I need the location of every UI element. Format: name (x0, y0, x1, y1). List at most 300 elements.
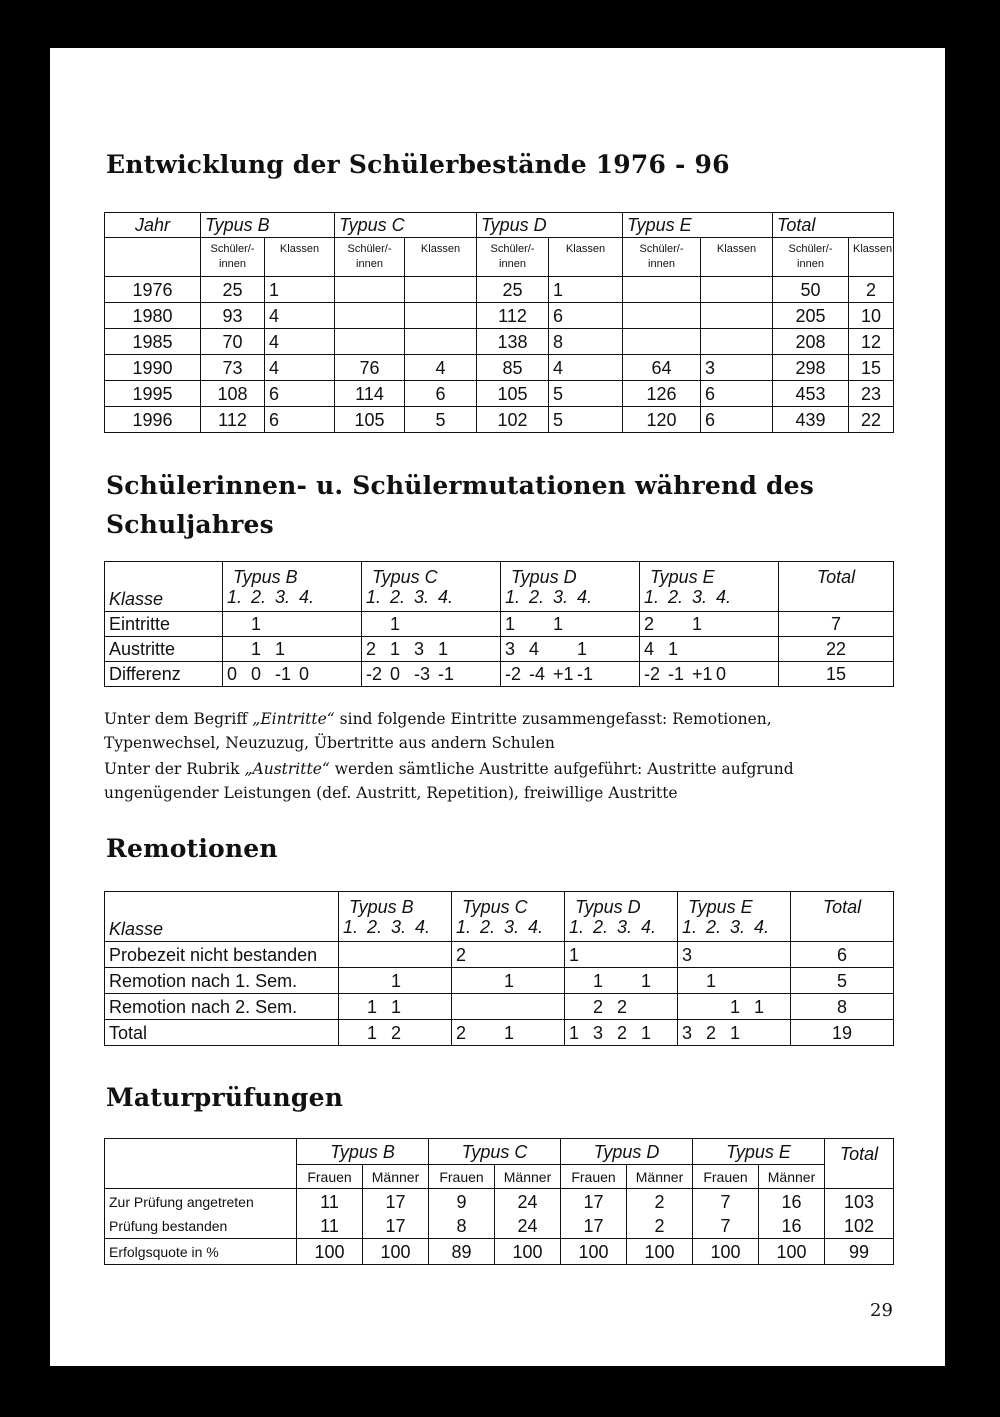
table-row (105, 612, 894, 637)
grade-label: 4. (438, 586, 454, 607)
value-cell: 100 (297, 1239, 363, 1265)
grade-label: 3. (275, 586, 291, 607)
value-cell (561, 1189, 627, 1239)
grade-cell (223, 612, 362, 637)
grade-value: 1 (754, 996, 765, 1017)
value-cell: 6 (549, 303, 623, 329)
value-cell: 100 (693, 1239, 759, 1265)
row-label-erfolgsquote: Erfolgsquote in % (105, 1239, 297, 1265)
grade-label: 2. (367, 916, 383, 937)
grade-label: 1. (227, 586, 243, 607)
value-bestanden: 7 (720, 1215, 731, 1236)
value-cell: 6 (265, 381, 335, 407)
note-eintritte-term: „Eintritte“ (252, 710, 335, 728)
grade-value: 3 (682, 1022, 693, 1043)
header-typus-b: Typus B (297, 1139, 429, 1165)
grade-cell (640, 662, 779, 687)
grade-label: 3. (730, 916, 746, 937)
grade-value: 1 (391, 996, 402, 1017)
grade-value: 1 (391, 970, 402, 991)
value-cell: 208 (773, 329, 849, 355)
total-cell: 8 (791, 994, 894, 1020)
grade-value: 1 (505, 614, 516, 634)
grade-value: 2 (456, 1022, 467, 1043)
table-row (105, 381, 894, 407)
total-cell: 6 (791, 942, 894, 968)
grade-label: 1. (456, 916, 472, 937)
value-cell: 5 (549, 381, 623, 407)
grade-value: 0 (251, 664, 262, 684)
grade-value: 2 (644, 614, 655, 634)
grade-value: 1 (367, 1022, 378, 1043)
subheader-frauen: Frauen (429, 1165, 495, 1189)
value-cell: 5 (549, 407, 623, 433)
table-row (105, 355, 894, 381)
grade-cell (640, 637, 779, 662)
year-cell: 1995 (105, 381, 201, 407)
table-row (105, 942, 894, 968)
grade-label: 1. (569, 916, 585, 937)
value-angetreten: 16 (781, 1191, 802, 1212)
grade-value: 1 (569, 944, 580, 965)
grade-value: 4 (529, 639, 540, 659)
value-cell: 6 (265, 407, 335, 433)
group-label: Typus C (462, 896, 528, 917)
grade-cell (452, 1020, 565, 1046)
grade-labels (227, 587, 357, 607)
note-austritte-text-a: Unter der Rubrik (104, 760, 245, 778)
grade-value: 1 (730, 1022, 741, 1043)
grade-value: 1 (692, 614, 703, 634)
grade-cell (501, 637, 640, 662)
table-row (105, 637, 894, 662)
header-typus-e (640, 562, 779, 612)
note-austritte-text-b: werden sämtliche Austritte aufgeführt: Austritte aufgrund ungenügender Leistungen (def. Austritt, Repetition), freiwillige Austritte (104, 760, 794, 802)
grade-cell (678, 994, 791, 1020)
value-cell: 108 (201, 381, 265, 407)
grade-cell (565, 994, 678, 1020)
value-cell: 1 (549, 277, 623, 303)
header-typus-d (565, 892, 678, 942)
value-cell: 50 (773, 277, 849, 303)
group-label: Typus E (688, 896, 753, 917)
grade-value: 2 (593, 996, 604, 1017)
value-cell: 89 (429, 1239, 495, 1265)
grade-value: 1 (668, 639, 679, 659)
grade-label: 4. (415, 916, 431, 937)
grade-label: 3. (504, 916, 520, 937)
value-angetreten: 2 (654, 1191, 665, 1212)
grade-value: 1 (593, 970, 604, 991)
row-label: Differenz (105, 662, 223, 687)
grade-value: 3 (414, 639, 425, 659)
grade-value: 2 (617, 996, 628, 1017)
heading-mutationen-line2: Schuljahres (106, 510, 274, 539)
header-total: Total (779, 562, 894, 612)
grade-value: 1 (641, 970, 652, 991)
grade-label: 2. (480, 916, 496, 937)
grade-value: 0 (227, 664, 238, 684)
value-cell: 4 (265, 329, 335, 355)
total-cell: 5 (791, 968, 894, 994)
value-bestanden: 16 (781, 1215, 802, 1236)
grade-value: -1 (275, 664, 292, 684)
table-row (105, 1189, 894, 1239)
note-eintritte (104, 707, 864, 755)
total-cell: 15 (779, 662, 894, 687)
note-eintritte-text-a: Unter dem Begriff (104, 710, 253, 728)
value-cell (623, 303, 701, 329)
note-eintritte-text-b: sind folgende Eintritte zusammengefasst: Remotionen, Typenwechsel, Neuzuzug, Übertritte aus andern Schulen (104, 710, 772, 752)
value-cell (825, 1189, 894, 1239)
grade-value: -2 (505, 664, 522, 684)
group-label: Typus C (372, 566, 438, 587)
value-cell: 126 (623, 381, 701, 407)
header-typus-c: Typus C (335, 213, 477, 238)
row-label: Remotion nach 2. Sem. (105, 994, 339, 1020)
value-cell: 298 (773, 355, 849, 381)
row-label: Eintritte (105, 612, 223, 637)
grade-cell (501, 662, 640, 687)
header-empty (105, 238, 201, 277)
heading-remotionen: Remotionen (106, 834, 278, 863)
value-cell: 102 (477, 407, 549, 433)
value-cell (429, 1189, 495, 1239)
table-row (105, 1239, 894, 1265)
grade-value: +1 (692, 664, 713, 684)
subheader-frauen: Frauen (693, 1165, 759, 1189)
header-typus-c: Typus C (429, 1139, 561, 1165)
value-cell (335, 277, 405, 303)
header-typus-d: Typus D (477, 213, 623, 238)
value-cell (405, 329, 477, 355)
header-total: Total (825, 1139, 894, 1189)
grade-value: 2 (617, 1022, 628, 1043)
grade-cell (339, 994, 452, 1020)
grade-labels (366, 587, 496, 607)
grade-label: 1. (505, 586, 521, 607)
grade-label: 4. (528, 916, 544, 937)
value-cell: 439 (773, 407, 849, 433)
year-cell: 1976 (105, 277, 201, 303)
group-label: Typus D (575, 896, 641, 917)
grade-label: 4. (716, 586, 732, 607)
grade-value: 1 (251, 639, 262, 659)
grade-value: 1 (504, 1022, 515, 1043)
value-cell (627, 1189, 693, 1239)
value-cell: 4 (405, 355, 477, 381)
value-cell (701, 329, 773, 355)
value-cell (297, 1189, 363, 1239)
grade-value: 2 (456, 944, 467, 965)
value-angetreten: 9 (456, 1191, 467, 1212)
note-austritte-term: „Austritte“ (244, 760, 330, 778)
grade-value: 0 (390, 664, 401, 684)
grade-value: 3 (505, 639, 516, 659)
grade-value: -3 (414, 664, 431, 684)
value-cell: 6 (701, 381, 773, 407)
group-label: Typus D (511, 566, 577, 587)
grade-cell (339, 968, 452, 994)
value-cell: 64 (623, 355, 701, 381)
value-cell: 3 (701, 355, 773, 381)
subheader-schueler: Schüler/- innen (335, 238, 405, 277)
subheader-schueler: Schüler/- innen (477, 238, 549, 277)
table-remotionen (104, 891, 894, 1046)
table-row (105, 1020, 894, 1046)
header-typus-e: Typus E (623, 213, 773, 238)
subheader-maenner: Männer (759, 1165, 825, 1189)
subheader-frauen: Frauen (297, 1165, 363, 1189)
grade-value: -2 (644, 664, 661, 684)
grade-cell (678, 1020, 791, 1046)
grade-value: 3 (593, 1022, 604, 1043)
grade-label: 1. (366, 586, 382, 607)
value-cell: 15 (849, 355, 894, 381)
grade-labels (569, 917, 673, 937)
subheader-schueler: Schüler/- innen (201, 238, 265, 277)
table-row (105, 968, 894, 994)
value-cell: 138 (477, 329, 549, 355)
grade-value: -1 (438, 664, 455, 684)
value-cell: 1 (265, 277, 335, 303)
row-label-bestanden: Prüfung bestanden (109, 1217, 228, 1234)
value-cell: 25 (201, 277, 265, 303)
grade-value: 1 (553, 614, 564, 634)
value-cell: 120 (623, 407, 701, 433)
header-empty (105, 1139, 297, 1189)
value-angetreten: 7 (720, 1191, 731, 1212)
table-row (105, 303, 894, 329)
value-cell: 4 (265, 355, 335, 381)
value-angetreten: 11 (320, 1191, 339, 1212)
subheader-klassen: Klassen (549, 238, 623, 277)
value-cell: 70 (201, 329, 265, 355)
value-cell: 23 (849, 381, 894, 407)
grade-value: 1 (438, 639, 449, 659)
page-number: 29 (870, 1300, 893, 1321)
header-row (105, 1139, 894, 1165)
grade-value: 1 (577, 639, 588, 659)
grade-value: 2 (366, 639, 377, 659)
total-cell: 7 (779, 612, 894, 637)
grade-cell (339, 1020, 452, 1046)
value-cell: 114 (335, 381, 405, 407)
grade-value: 1 (706, 970, 717, 991)
value-cell (405, 303, 477, 329)
grade-value: 1 (251, 614, 262, 634)
grade-labels (644, 587, 774, 607)
value-cell (495, 1189, 561, 1239)
table-row (105, 662, 894, 687)
grade-cell (565, 942, 678, 968)
grade-labels (505, 587, 635, 607)
grade-label: 4. (641, 916, 657, 937)
value-cell (335, 303, 405, 329)
subheader-maenner: Männer (627, 1165, 693, 1189)
grade-value: 2 (706, 1022, 717, 1043)
grade-value: 4 (644, 639, 655, 659)
grade-value: +1 (553, 664, 574, 684)
value-cell: 73 (201, 355, 265, 381)
value-cell: 105 (335, 407, 405, 433)
value-cell: 453 (773, 381, 849, 407)
grade-label: 2. (529, 586, 545, 607)
grade-cell (452, 994, 565, 1020)
grade-cell (501, 612, 640, 637)
value-bestanden: 11 (320, 1215, 339, 1236)
grade-label: 3. (553, 586, 569, 607)
value-cell (405, 277, 477, 303)
value-cell: 10 (849, 303, 894, 329)
grade-label: 2. (668, 586, 684, 607)
heading-mutationen-line1: Schülerinnen- u. Schülermutationen während des (106, 471, 815, 500)
header-total: Total (773, 213, 894, 238)
row-label: Probezeit nicht bestanden (105, 942, 339, 968)
year-cell: 1985 (105, 329, 201, 355)
value-bestanden: 17 (583, 1215, 604, 1236)
header-typus-c (362, 562, 501, 612)
value-cell: 22 (849, 407, 894, 433)
value-cell: 93 (201, 303, 265, 329)
header-typus-e (678, 892, 791, 942)
grade-label: 3. (692, 586, 708, 607)
value-cell: 100 (363, 1239, 429, 1265)
header-row (105, 892, 894, 942)
grade-value: 1 (504, 970, 515, 991)
header-typus-c (452, 892, 565, 942)
subheader-frauen: Frauen (561, 1165, 627, 1189)
total-cell: 22 (779, 637, 894, 662)
grade-label: 1. (682, 916, 698, 937)
grade-value: 1 (641, 1022, 652, 1043)
value-angetreten: 24 (517, 1191, 538, 1212)
value-cell: 85 (477, 355, 549, 381)
grade-label: 1. (644, 586, 660, 607)
grade-label: 2. (390, 586, 406, 607)
grade-labels (456, 917, 560, 937)
grade-value: 1 (390, 614, 401, 634)
value-cell: 8 (549, 329, 623, 355)
value-cell: 112 (477, 303, 549, 329)
value-cell: 112 (201, 407, 265, 433)
value-cell: 99 (825, 1239, 894, 1265)
row-label: Remotion nach 1. Sem. (105, 968, 339, 994)
grade-value: 2 (391, 1022, 402, 1043)
subheader-klassen: Klassen (265, 238, 335, 277)
grade-label: 1. (343, 916, 359, 937)
grade-value: -4 (529, 664, 546, 684)
grade-value: 1 (569, 1022, 580, 1043)
header-typus-e: Typus E (693, 1139, 825, 1165)
grade-label: 2. (593, 916, 609, 937)
grade-label: 2. (251, 586, 267, 607)
value-cell: 4 (549, 355, 623, 381)
grade-cell (362, 612, 501, 637)
header-klasse: Klasse (105, 562, 223, 612)
heading-schuelerbestaende: Entwicklung der Schülerbestände 1976 - 96 (106, 150, 730, 179)
grade-value: 1 (275, 639, 286, 659)
header-typus-b: Typus B (201, 213, 335, 238)
header-typus-d (501, 562, 640, 612)
subheader-klassen: Klassen (701, 238, 773, 277)
value-angetreten: 17 (583, 1191, 604, 1212)
value-cell: 105 (477, 381, 549, 407)
subheader-schueler: Schüler/- innen (773, 238, 849, 277)
grade-cell (640, 612, 779, 637)
grade-label: 3. (414, 586, 430, 607)
value-cell: 100 (495, 1239, 561, 1265)
grade-cell (452, 968, 565, 994)
value-cell: 2 (849, 277, 894, 303)
subheader-maenner: Männer (363, 1165, 429, 1189)
grade-cell (565, 1020, 678, 1046)
grade-labels (682, 917, 786, 937)
table-row (105, 329, 894, 355)
value-cell (701, 277, 773, 303)
value-angetreten: 17 (385, 1191, 406, 1212)
grade-cell (452, 942, 565, 968)
grade-cell (362, 637, 501, 662)
group-label: Typus E (650, 566, 715, 587)
grade-cell (223, 662, 362, 687)
grade-cell (678, 942, 791, 968)
table-maturpruefungen (104, 1138, 894, 1265)
heading-maturpruefungen: Maturprüfungen (106, 1083, 344, 1112)
header-typus-b (223, 562, 362, 612)
value-cell: 6 (405, 381, 477, 407)
table-row (105, 277, 894, 303)
value-cell: 100 (627, 1239, 693, 1265)
value-cell (759, 1189, 825, 1239)
table-row (105, 407, 894, 433)
grade-labels (343, 917, 447, 937)
value-cell (623, 277, 701, 303)
table-row (105, 994, 894, 1020)
value-cell (363, 1189, 429, 1239)
value-cell (335, 329, 405, 355)
header-typus-b (339, 892, 452, 942)
value-cell: 100 (561, 1239, 627, 1265)
grade-value: 1 (390, 639, 401, 659)
header-jahr: Jahr (105, 213, 201, 238)
value-cell: 12 (849, 329, 894, 355)
value-angetreten: 103 (843, 1191, 875, 1212)
year-cell: 1996 (105, 407, 201, 433)
grade-label: 4. (299, 586, 315, 607)
grade-cell (362, 662, 501, 687)
header-total: Total (791, 892, 894, 942)
subheader-maenner: Männer (495, 1165, 561, 1189)
value-bestanden: 102 (843, 1215, 875, 1236)
grade-value: 1 (730, 996, 741, 1017)
value-bestanden: 8 (456, 1215, 467, 1236)
grade-value: 0 (716, 664, 727, 684)
grade-value: -2 (366, 664, 383, 684)
grade-cell (678, 968, 791, 994)
total-cell: 19 (791, 1020, 894, 1046)
grade-cell (339, 942, 452, 968)
value-bestanden: 24 (517, 1215, 538, 1236)
value-bestanden: 2 (654, 1215, 665, 1236)
row-label: Austritte (105, 637, 223, 662)
value-cell: 100 (759, 1239, 825, 1265)
header-klasse: Klasse (105, 892, 339, 942)
group-label: Typus B (233, 566, 298, 587)
row-label: Total (105, 1020, 339, 1046)
value-cell: 25 (477, 277, 549, 303)
value-cell: 5 (405, 407, 477, 433)
